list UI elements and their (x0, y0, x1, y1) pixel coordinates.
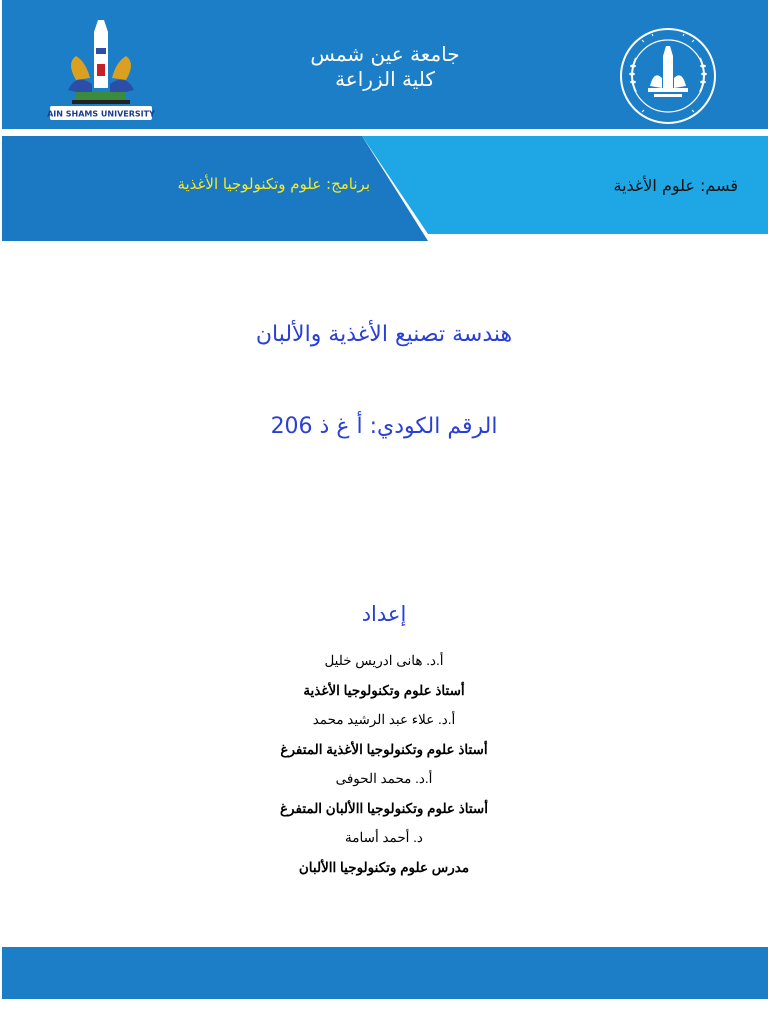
faculty-of-agriculture-seal (612, 26, 724, 126)
authors-list (0, 646, 768, 882)
department-name: قسم: علوم الأغذية (613, 176, 738, 195)
author-name: أ.د. علاء عبد الرشيد محمد (312, 712, 456, 727)
author-name: أ.د. محمد الحوفى (335, 771, 433, 786)
header-banner (2, 0, 768, 129)
faculty-name: كلية الزراعة (335, 67, 435, 91)
course-code: الرقم الكودي: أ غ ذ 206 (270, 414, 498, 439)
course-title: هندسة تصنيع الأغذية والألبان (255, 322, 513, 347)
university-name: جامعة عين شمس (310, 42, 460, 66)
footer-banner (2, 947, 768, 999)
logo-banner-text: AIN SHAMS UNIVERSITY (47, 109, 155, 119)
author-role: أستاذ علوم وتكنولوجيا الأغذية المتفرغ (280, 741, 488, 757)
program-name: برنامج: علوم وتكنولوجيا الأغذية (177, 175, 370, 193)
author-role: أستاذ علوم وتكنولوجيا االألبان المتفرغ (279, 800, 488, 816)
author-role: مدرس علوم وتكنولوجيا االألبان (298, 859, 470, 875)
author-name: د. أحمد أسامة (345, 830, 423, 845)
author-role: أستاذ علوم وتكنولوجيا الأغذية (303, 682, 465, 698)
prepared-by-label: إعداد (361, 602, 407, 626)
author-name: أ.د. هانى ادريس خليل (324, 653, 444, 668)
